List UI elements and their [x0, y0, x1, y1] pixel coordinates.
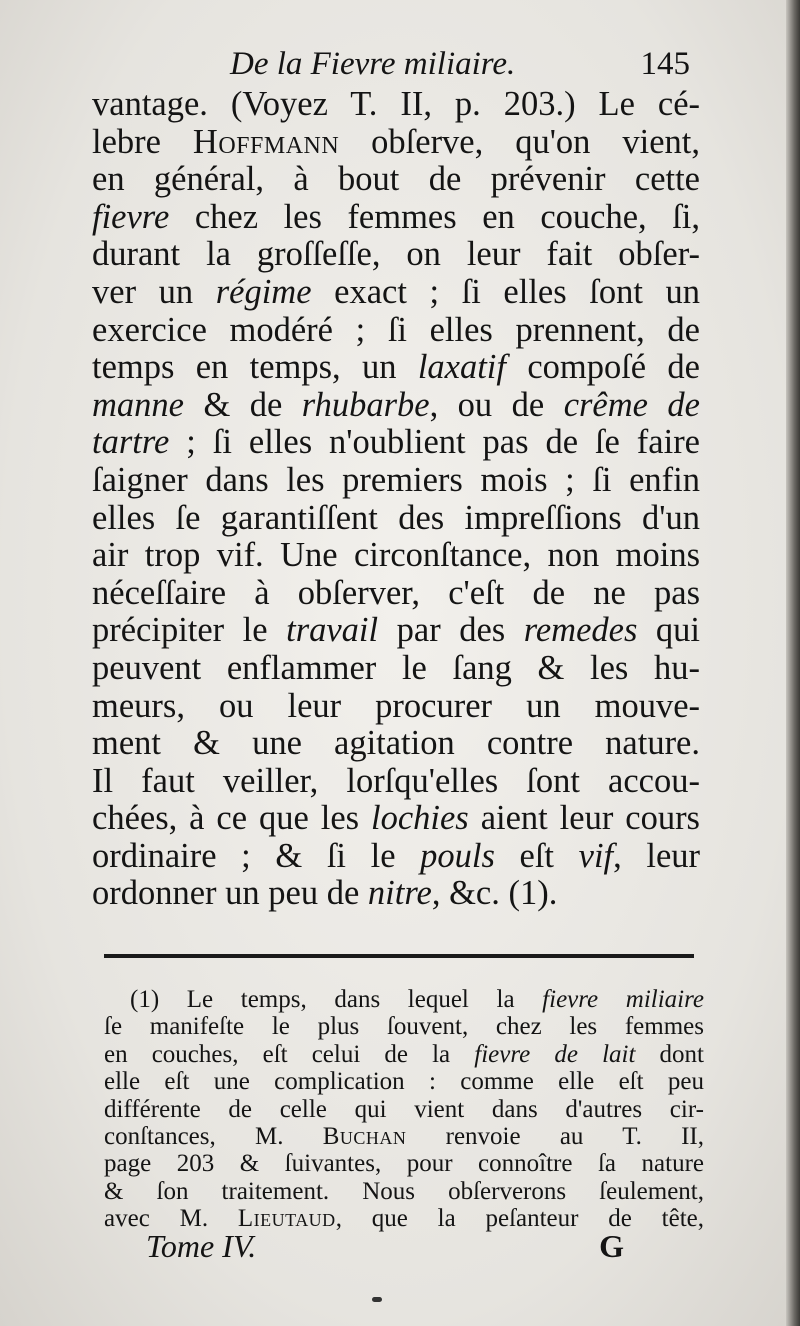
text-run: en général, à bout de prévenir cette	[92, 160, 700, 199]
body-text-line	[92, 161, 700, 199]
text-run: ſaigner dans les premiers mois ; ſi enfin	[92, 460, 700, 499]
body-text-line	[92, 500, 700, 538]
text-run: temps en temps, un	[92, 348, 418, 387]
page-number: 145	[640, 46, 690, 82]
text-run: chées, à ce que les	[92, 799, 372, 838]
footnote-text-line	[104, 986, 704, 1013]
italic-term: régime	[215, 272, 312, 311]
text-run: différente de celle qui vient dans d'autres cir-	[104, 1095, 704, 1123]
italic-term: fievre	[92, 197, 170, 236]
body-text-line	[92, 274, 700, 312]
body-text-line	[92, 124, 700, 162]
italic-term: remedes	[523, 611, 638, 650]
text-run: obſerve, qu'on vient,	[339, 122, 700, 161]
text-run: page 203 & ſuivantes, pour connoître ſa nature	[104, 1150, 704, 1178]
text-run: durant la groſſeſſe, on leur fait obſer-	[92, 235, 700, 274]
body-text-line	[92, 838, 700, 876]
italic-term: pouls	[420, 836, 495, 875]
text-run: meurs, ou leur procurer un mouve-	[92, 686, 700, 725]
footnote-rule	[104, 954, 694, 958]
italic-term: lochies	[371, 799, 469, 838]
text-run: ver un	[92, 272, 216, 311]
signature-mark: G	[599, 1228, 624, 1264]
text-run: conſtances, M.	[104, 1122, 323, 1150]
footnote-text-line	[104, 1150, 704, 1177]
main-text	[92, 86, 700, 913]
body-text-line	[92, 725, 700, 763]
text-run: , leur	[613, 836, 701, 875]
page-footer	[146, 1228, 624, 1268]
text-run: avec M.	[104, 1205, 238, 1233]
footnote-text-line	[104, 1068, 704, 1095]
italic-term: vif	[578, 836, 614, 875]
ink-speck	[372, 1297, 382, 1302]
volume-label: Tome IV.	[146, 1228, 257, 1264]
italic-term: travail	[286, 611, 379, 650]
text-run: ; ſi elles n'oublient pas de ſe faire	[169, 423, 700, 462]
footnote-text-line	[104, 1178, 704, 1205]
body-text-line	[92, 312, 700, 350]
author-name: Lieutaud	[237, 1205, 336, 1233]
text-run: en couches, eſt celui de la	[104, 1040, 475, 1068]
body-text-line	[92, 86, 700, 124]
text-run: ment & une agitation contre nature.	[92, 724, 700, 763]
body-text-line	[92, 537, 700, 575]
text-run: exercice modéré ; ſi elles prennent, de	[92, 310, 700, 349]
body-text-line	[92, 349, 700, 387]
text-run: néceſſaire à obſerver, c'eſt de ne pas	[92, 573, 700, 612]
body-text-line	[92, 688, 700, 726]
body-text-line	[92, 424, 700, 462]
footnote-text-line	[104, 1096, 704, 1123]
page-header	[230, 46, 690, 90]
body-text-line	[92, 612, 700, 650]
text-run: & de	[183, 385, 302, 424]
text-run: , ou de	[429, 385, 564, 424]
text-run: chez les femmes en couche, ſi,	[169, 197, 700, 236]
text-run: exact ; ſi elles ſont un	[311, 272, 700, 311]
text-run: ſe manifeſte le plus ſouvent, chez les femmes	[104, 1013, 704, 1041]
text-run: qui	[637, 611, 700, 650]
text-run: peuvent enflammer le ſang & les hu-	[92, 648, 700, 687]
body-text-line	[92, 800, 700, 838]
text-run: précipiter le	[92, 611, 287, 650]
text-run: renvoie au T. II,	[406, 1122, 704, 1150]
body-text-line	[92, 199, 700, 237]
body-text-line	[92, 387, 700, 425]
text-run: , que la peſanteur de tête,	[335, 1205, 704, 1233]
text-run: air trop vif. Une circonſtance, non moins	[92, 536, 700, 575]
text-run: aient leur cours	[468, 799, 700, 838]
italic-term: crême de	[563, 385, 700, 424]
footnote	[104, 986, 704, 1233]
italic-term: manne	[92, 385, 184, 424]
body-text-line	[92, 650, 700, 688]
author-name: Buchan	[322, 1122, 407, 1150]
italic-term: tartre	[92, 423, 170, 462]
text-run: (1) Le temps, dans lequel la	[130, 986, 543, 1013]
body-text-line	[92, 763, 700, 801]
text-run: eſt	[494, 836, 579, 875]
text-run: compoſé de	[505, 348, 700, 387]
text-run: , &c. (1).	[431, 874, 558, 913]
text-run: Il faut veiller, lorſqu'elles ſont accou-	[92, 761, 700, 800]
text-run: elles ſe garantiſſent des impreſſions d'un	[92, 498, 700, 537]
italic-term: nitre	[367, 874, 432, 913]
body-text-line	[92, 236, 700, 274]
text-run: dont	[635, 1040, 704, 1068]
italic-term: rhubarbe	[301, 385, 430, 424]
body-text-line	[92, 462, 700, 500]
footnote-text-line	[104, 1041, 704, 1068]
text-run: ordonner un peu de	[92, 874, 368, 913]
italic-term: fievre de lait	[474, 1040, 636, 1068]
page-edge-shadow	[786, 0, 800, 1326]
author-name: Hoffmann	[192, 122, 340, 161]
footnote-text-line	[104, 1123, 704, 1150]
text-run: & ſon traitement. Nous obſerverons ſeulement,	[104, 1177, 704, 1205]
footnote-text-line	[104, 1013, 704, 1040]
text-run: elle eſt une complication : comme elle eſt peu	[104, 1068, 704, 1096]
text-run: ordinaire ; & ſi le	[92, 836, 421, 875]
body-text-line	[92, 875, 700, 913]
text-run: par des	[378, 611, 524, 650]
text-run: vantage. (Voyez T. II, p. 203.) Le cé-	[92, 85, 700, 123]
italic-term: laxatif	[417, 348, 506, 387]
text-run: lebre	[92, 122, 193, 161]
running-title: De la Fievre miliaire.	[230, 46, 516, 82]
italic-term: fievre miliaire	[542, 986, 705, 1013]
body-text-line	[92, 575, 700, 613]
